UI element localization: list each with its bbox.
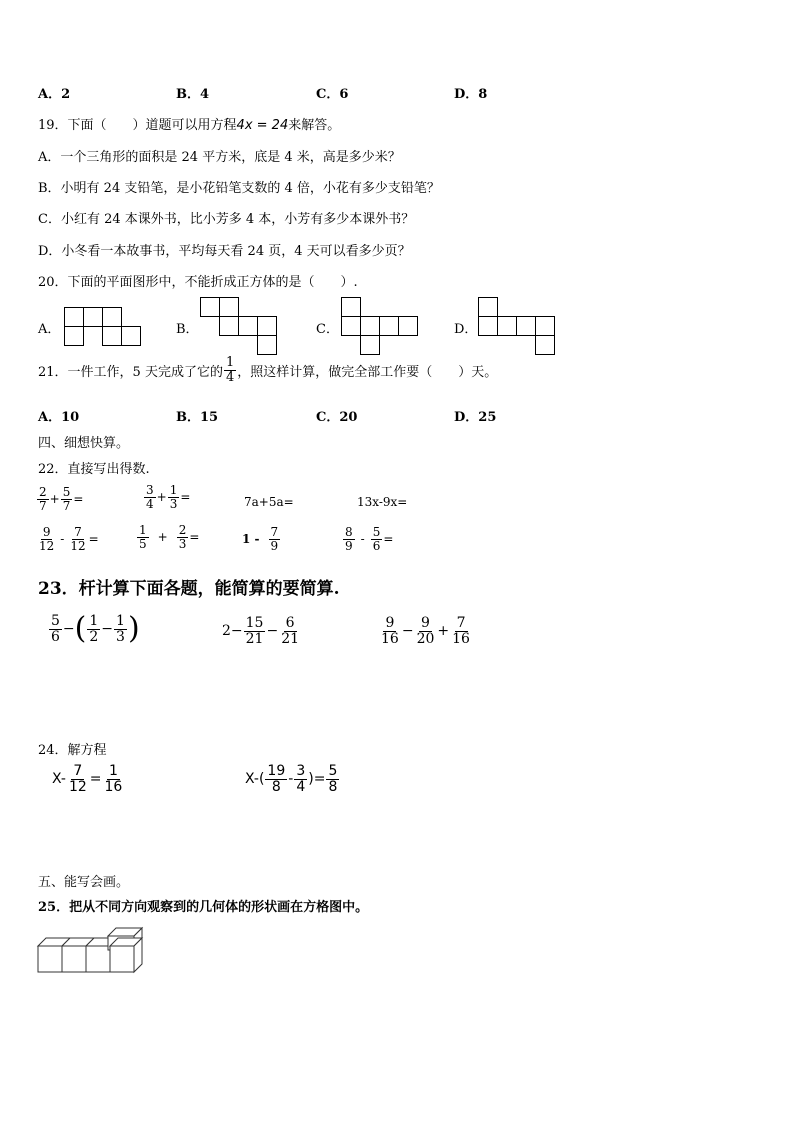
equals-sign: = — [89, 771, 102, 788]
q23-expr-3 — [378, 616, 473, 646]
operator: - — [360, 532, 365, 547]
q23-expr-2 — [222, 616, 302, 646]
q22-expr-1 — [36, 486, 83, 512]
q20-label-b: B． — [176, 322, 199, 337]
q22-expr-8 — [342, 526, 393, 552]
numerator: 9 — [42, 525, 51, 539]
equals-sign: = — [88, 532, 99, 547]
numerator: 5 — [328, 763, 338, 779]
net-b-figure — [200, 297, 280, 357]
denominator: 9 — [270, 538, 279, 553]
equals-sign: = — [73, 492, 84, 507]
expr-prefix: X- — [52, 771, 66, 788]
operator: + — [437, 623, 450, 640]
q22-expr-4: 13x-9x= — [357, 495, 408, 509]
denominator: 16 — [104, 778, 123, 795]
numerator: 2 — [178, 523, 187, 537]
numerator: 1 — [108, 763, 118, 779]
numerator: 7 — [270, 525, 279, 539]
q24-equation-2 — [245, 764, 340, 794]
denominator: 8 — [271, 778, 281, 795]
denominator: 3 — [169, 496, 178, 511]
question-21-stem — [38, 356, 497, 384]
numerator: 1 — [169, 483, 178, 497]
q19-equation: 4x = 24 — [236, 118, 289, 133]
net-a-figure — [64, 307, 144, 347]
question-22-stem: 22．直接写出得数. — [38, 462, 150, 477]
numerator: 5 — [51, 613, 60, 629]
q22-expr-2 — [143, 484, 190, 510]
denominator: 5 — [139, 536, 147, 551]
q21-option-b: B．15 — [176, 410, 219, 425]
section-4-heading: 四、细想快算。 — [38, 436, 130, 451]
question-24-stem: 24．解方程 — [38, 743, 107, 758]
denominator: 6 — [51, 628, 60, 645]
numerator: 5 — [372, 525, 381, 539]
q21-frac-denominator: 4 — [225, 369, 235, 385]
q20-label-c: C． — [316, 322, 339, 337]
denominator: 6 — [372, 538, 381, 553]
operator: − — [266, 623, 279, 640]
q23-expr-1 — [48, 611, 140, 647]
operator: - — [60, 532, 65, 547]
q22-expr-7 — [242, 526, 281, 552]
numerator: 9 — [385, 615, 395, 631]
left-paren: ( — [74, 611, 87, 647]
expr-prefix: 2− — [222, 623, 243, 640]
question-20-stem: 20．下面的平面图形中，不能折成正方体的是（ ）. — [38, 275, 358, 290]
operator: − — [62, 621, 75, 638]
denominator: 4 — [146, 496, 154, 511]
q21-option-d: D．25 — [454, 410, 497, 425]
question-19-stem — [38, 114, 340, 133]
denominator: 3 — [116, 628, 125, 645]
net-d-figure — [478, 297, 558, 357]
operator: + — [156, 490, 167, 505]
q21-frac-numerator: 1 — [225, 355, 235, 370]
numerator: 1 — [116, 613, 125, 629]
q19-option-c: C．小红有 24 本课外书，比小芳多 4 本，小芳有多少本课外书？ — [38, 212, 415, 227]
numerator: 7 — [74, 525, 82, 539]
option-b: B．4 — [176, 87, 210, 102]
expr-prefix: X-( — [245, 771, 265, 788]
denominator: 7 — [62, 498, 71, 513]
q21-option-a: A．10 — [38, 410, 80, 425]
denominator: 2 — [89, 628, 99, 645]
q21-stem-post: ，照这样计算，做完全部工作要（ ）天。 — [237, 364, 498, 380]
numerator: 9 — [421, 615, 430, 631]
denominator: 20 — [416, 630, 435, 647]
q19-stem-post: 来解答。 — [288, 118, 341, 133]
expr-prefix: 1 - — [242, 532, 260, 547]
equals-sign: = — [189, 530, 200, 545]
denominator: 4 — [296, 778, 306, 795]
numerator: 7 — [456, 615, 466, 631]
equals-sign: = — [383, 532, 394, 547]
q22-expr-5 — [36, 526, 99, 552]
denominator: 9 — [345, 538, 353, 553]
q24-equation-1 — [52, 764, 125, 794]
question-25-stem: 25．把从不同方向观察到的几何体的形状画在方格图中。 — [38, 900, 369, 915]
q19-stem-pre: 19．下面（ ）道题可以用方程 — [38, 118, 237, 133]
expr-close: )= — [308, 771, 326, 788]
net-c-figure — [341, 297, 421, 357]
q19-option-b: B．小明有 24 支铅笔，是小花铅笔支数的 4 倍，小花有多少支铅笔？ — [38, 181, 440, 196]
denominator: 16 — [381, 630, 399, 647]
numerator: 6 — [285, 615, 295, 631]
q19-option-d: D．小冬看一本故事书，平均每天看 24 页，4 天可以看多少页？ — [38, 244, 411, 259]
q20-label-a: A． — [38, 322, 61, 337]
numerator: 3 — [296, 763, 306, 779]
option-a: A．2 — [38, 87, 71, 102]
operator: + — [157, 530, 168, 545]
q21-fraction — [224, 356, 236, 384]
option-c: C．6 — [316, 87, 349, 102]
denominator: 12 — [70, 538, 86, 553]
numerator: 1 — [139, 523, 147, 537]
equals-sign: = — [180, 490, 191, 505]
q21-stem-pre: 21．一件工作，5 天完成了它的 — [38, 364, 223, 380]
denominator: 16 — [452, 630, 470, 647]
denominator: 3 — [178, 536, 187, 551]
question-23-stem: 23．杆计算下面各题，能简算的要简算. — [38, 579, 340, 599]
numerator: 1 — [89, 613, 99, 629]
denominator: 21 — [245, 630, 264, 647]
numerator: 3 — [146, 483, 154, 497]
q19-option-a: A．一个三角形的面积是 24 平方米，底是 4 米，高是多少米？ — [38, 150, 401, 165]
denominator: 12 — [39, 538, 55, 553]
q21-option-c: C．20 — [316, 410, 358, 425]
cubes-figure — [36, 924, 156, 976]
q20-label-d: D． — [454, 322, 478, 337]
numerator: 15 — [245, 615, 264, 631]
denominator: 12 — [68, 778, 87, 795]
numerator: 5 — [62, 485, 71, 499]
denominator: 21 — [281, 630, 300, 647]
q22-expr-6 — [136, 524, 199, 550]
q22-expr-3: 7a+5a= — [244, 495, 294, 509]
denominator: 8 — [328, 778, 338, 795]
operator: − — [101, 621, 114, 638]
numerator: 2 — [39, 485, 47, 499]
numerator: 7 — [73, 763, 83, 779]
numerator: 8 — [345, 525, 353, 539]
operator: − — [401, 623, 414, 640]
denominator: 7 — [39, 498, 47, 513]
option-d: D．8 — [454, 87, 488, 102]
operator: + — [49, 492, 60, 507]
right-paren: ) — [127, 611, 140, 647]
numerator: 19 — [267, 763, 286, 779]
section-5-heading: 五、能写会画。 — [38, 875, 130, 890]
operator: - — [288, 771, 294, 788]
